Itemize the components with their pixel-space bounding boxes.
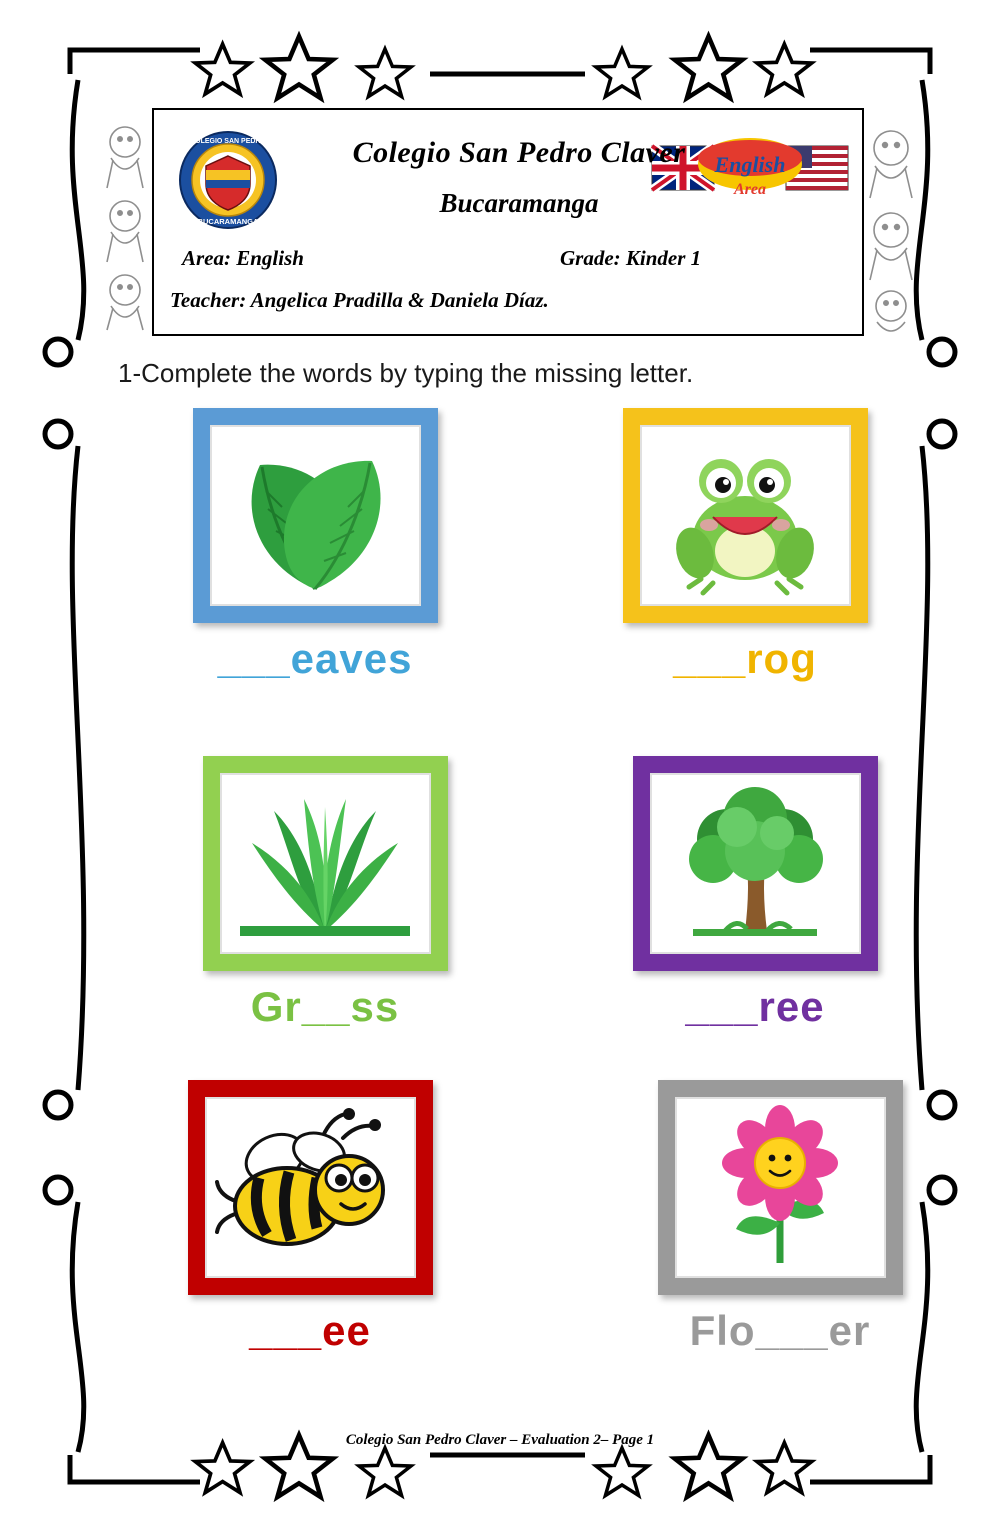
svg-text:COLEGIO SAN PEDRO: COLEGIO SAN PEDRO (190, 138, 266, 145)
word-grass (175, 983, 475, 1031)
exercise-item-flower (630, 1080, 930, 1355)
word-frog (595, 635, 895, 683)
tree-image (665, 781, 845, 946)
area-label: Area: English (182, 246, 304, 270)
english-logo-text: English (714, 152, 786, 177)
picture-frame-grass (203, 756, 448, 971)
grass-image (230, 781, 420, 946)
word-bee (160, 1307, 460, 1355)
word-frog-text: ___rog (673, 635, 817, 682)
exercise-item-bee (160, 1080, 460, 1355)
children-clipart-right (856, 120, 926, 335)
word-leaves (165, 635, 465, 683)
area-logo-text: Area (734, 181, 766, 198)
svg-text:BUCARAMANGA: BUCARAMANGA (197, 217, 259, 226)
exercise-item-frog (595, 408, 895, 683)
school-name: Colegio San Pedro Claver (352, 136, 686, 169)
worksheet-header (152, 108, 864, 336)
word-flower (630, 1307, 930, 1355)
word-bee-text: ___ee (249, 1307, 371, 1354)
leaves-image (220, 431, 410, 601)
exercise-item-leaves (165, 408, 465, 683)
exercise-item-tree (605, 756, 905, 1031)
page-footer: Colegio San Pedro Claver – Evaluation 2– Page 1 (345, 1432, 655, 1448)
star-decoration (195, 36, 811, 98)
school-crest-icon (178, 130, 278, 230)
school-city: Bucaramanga (439, 188, 599, 218)
grade-label: Grade: Kinder 1 (560, 246, 702, 270)
picture-frame-bee (188, 1080, 433, 1295)
picture-frame-tree (633, 756, 878, 971)
bee-image (215, 1108, 405, 1268)
word-flower-text: Flo___er (689, 1307, 871, 1354)
teacher-label: Teacher: Angelica Pradilla & Daniela Díaz. (170, 288, 549, 312)
word-tree-text: ___ree (685, 983, 825, 1030)
instruction-text: 1-Complete the words by typing the missing letter. (118, 358, 694, 388)
frog-image (655, 433, 835, 598)
picture-frame-frog (623, 408, 868, 623)
exercise-item-grass (175, 756, 475, 1031)
picture-frame-flower (658, 1080, 903, 1295)
children-clipart-left (95, 120, 155, 335)
picture-frame-leaves (193, 408, 438, 623)
word-tree (605, 983, 905, 1031)
flower-image (693, 1103, 868, 1273)
word-grass-text: Gr__ss (250, 983, 400, 1030)
word-leaves-text: ___eaves (217, 635, 413, 682)
